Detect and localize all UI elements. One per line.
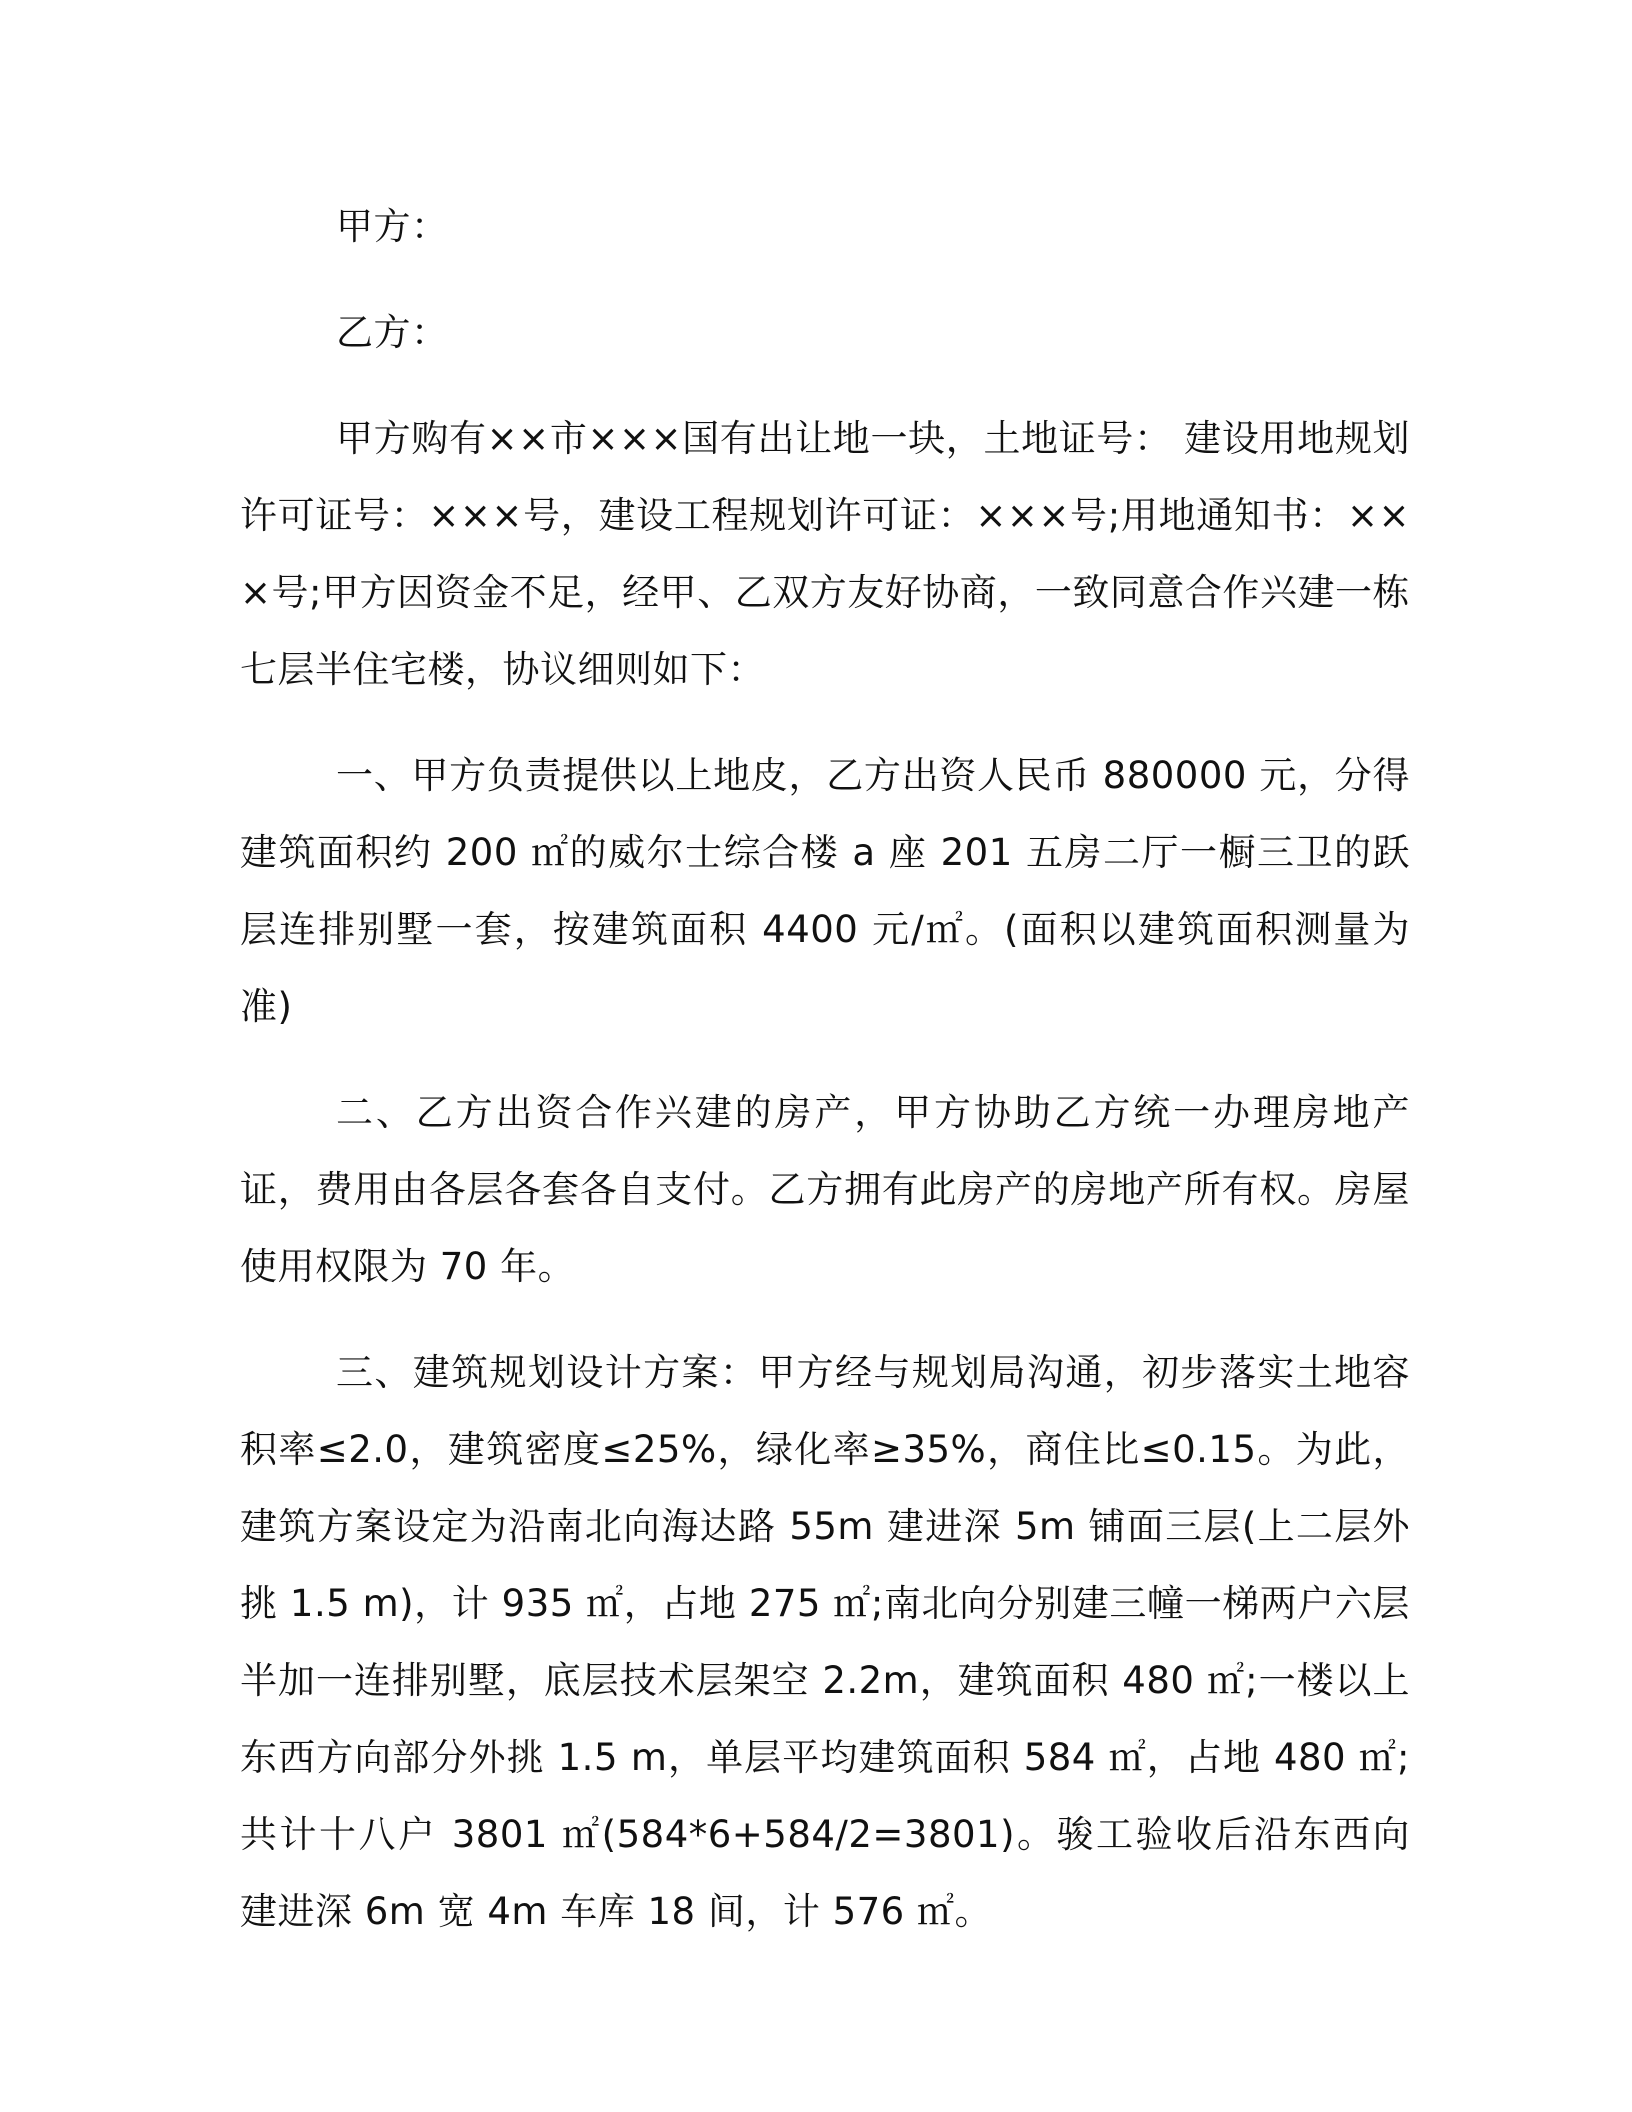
clause-1: 一、甲方负责提供以上地皮，乙方出资人民币 880000 元，分得建筑面积约 200 ㎡的威尔士综合楼 a 座 201 五房二厅一橱三卫的跃层连排别墅一套，按建筑面积 4400 元/㎡。(面积以建筑面积测量为准) (240, 754, 1410, 1028)
party-b-label: 乙方： (336, 311, 449, 354)
clause-3: 三、建筑规划设计方案：甲方经与规划局沟通，初步落实土地容积率≤2.0，建筑密度≤25%，绿化率≥35%，商住比≤0.15。为此，建筑方案设定为沿南北向海达路 55m 建进深 5m 铺面三层(上二层外挑 1.5 m)，计 935 ㎡，占地 275 ㎡;南北向分别建三幢一梯两户六层半加一连排别墅，底层技术层架空 2.2m，建筑面积 480 ㎡;一楼以上东西方向部分外挑 1.5 m，单层平均建筑面积 584 ㎡，占地 480 ㎡;共计十八户 3801 ㎡(584*6+584/2=3801)。骏工验收后沿东西向建进深 6m 宽 4m 车库 18 间，计 576 ㎡。 (240, 1351, 1410, 1933)
intro-paragraph: 甲方购有××市×××国有出让地一块，土地证号： 建设用地规划许可证号：×××号，建设工程规划许可证：×××号;用地通知书：×××号;甲方因资金不足，经甲、乙双方友好协商，一致同意合作兴建一栋七层半住宅楼，协议细则如下： (240, 417, 1410, 691)
document-body (240, 188, 1410, 1979)
party-a-label: 甲方： (336, 205, 449, 248)
clause-2: 二、乙方出资合作兴建的房产，甲方协助乙方统一办理房地产证，费用由各层各套各自支付。乙方拥有此房产的房地产所有权。房屋使用权限为 70 年。 (240, 1091, 1410, 1288)
